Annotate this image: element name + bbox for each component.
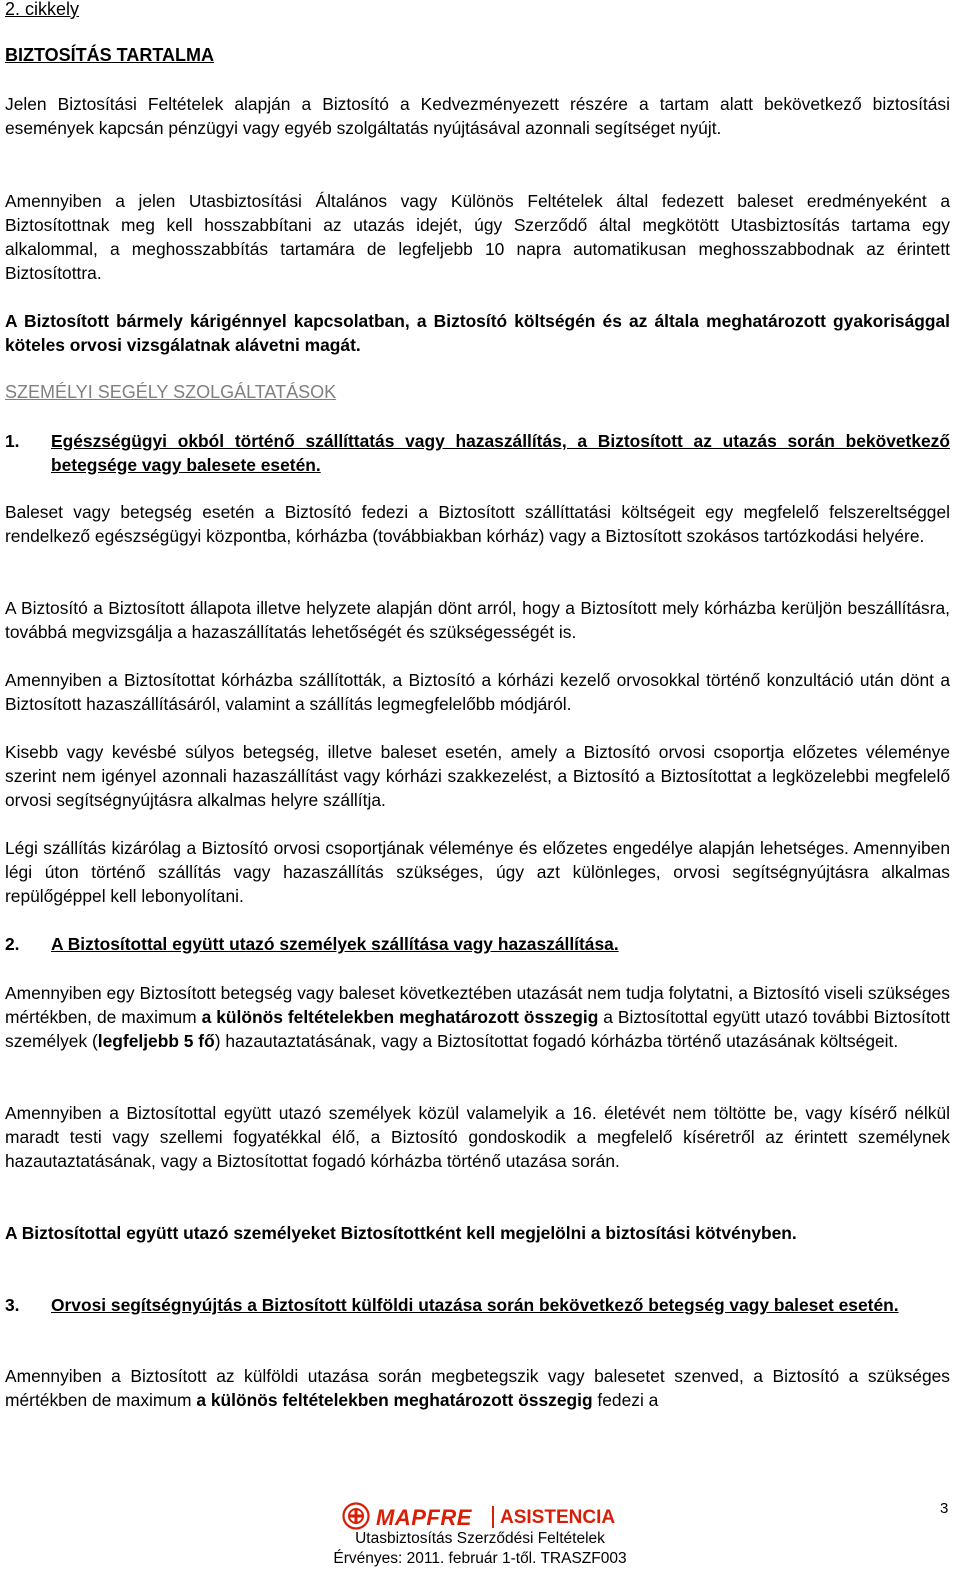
list-item-title-text: Egészségügyi okból történő szállíttatás vagy hazaszállítás, a Biztosított az utazás során bekövetkező betegsége vagy balesete esetén	[51, 431, 950, 475]
paragraph-transport-2	[5, 596, 950, 644]
companion-1-part-a: Amennyiben egy Biztosított betegség vagy baleset következtében utazását nem tudja folytatni, a Biztosító viseli szükséges mértékben, de maximum	[5, 983, 950, 1027]
article-heading: 2. cikkely	[5, 0, 80, 19]
page-title: BIZTOSÍTÁS TARTALMA	[5, 45, 214, 65]
paragraph-companion-2	[5, 1101, 950, 1173]
paragraph-intro-text: Jelen Biztosítási Feltételek alapján a Biztosító a Kedvezményezett részére a tartam alatt bekövetkező biztosítási események kapcsán pénzügyi vagy egyéb szolgáltatás nyújtásával azonnali segítséget nyújt.	[5, 94, 950, 138]
paragraph-transport-2-text: A Biztosító a Biztosított állapota illetve helyzete alapján dönt arról, hogy a Biztosított mely kórházba kerüljön beszállításra, továbbá megvizsgálja a hazaszállítatás lehetőségét és szükségességét is.	[5, 598, 950, 642]
paragraph-transport-3	[5, 668, 950, 716]
brand-subname: ASISTENCIA	[500, 1507, 616, 1528]
list-item	[5, 429, 950, 477]
medical-part-c: fedezi a	[592, 1390, 659, 1410]
page-number: 3	[940, 1500, 949, 1517]
paragraph-companion-1	[5, 981, 950, 1053]
paragraph-transport-4-text: Kisebb vagy kevésbé súlyos betegség, illetve baleset esetén, amely a Biztosító orvosi csoportja előzetes véleménye szerint nem igényel azonnali hazaszállítást vagy kórházi szakkezelést, a Biztosító a Biztosítottat a legközelebbi megfelelő orvosi segítségnyújtásra alkalmas helyre szállítja.	[5, 742, 950, 810]
footer-validity: Érvényes: 2011. február 1-től. TRASZF003	[333, 1550, 627, 1567]
list-item-number: 2.	[5, 934, 20, 954]
paragraph-companion-1-text	[5, 981, 950, 1053]
paragraph-transport-5-text: Légi szállítás kizárólag a Biztosító orvosi csoportjának véleménye és előzetes engedélye alapján lehetséges. Amennyiben légi úton történő szállítás vagy hazaszállítás szükséges, úgy azt különleges, orvosi segítségnyújtásra alkalmas repülőgéppel kell lebonyolítani.	[5, 838, 950, 906]
paragraph-transport-3-text: Amennyiben a Biztosítottat kórházba szállították, a Biztosító a kórházi kezelő orvosokkal történő konzultáció után dönt a Biztosított hazaszállításáról, valamint a szállítás legmegfelelőbb módjáról.	[5, 670, 950, 714]
brand-name: MAPFRE	[376, 1505, 472, 1530]
paragraph-intro	[5, 92, 950, 140]
paragraph-extension	[5, 189, 950, 285]
paragraph-transport-1	[5, 500, 950, 548]
section-heading: SZEMÉLYI SEGÉLY SZOLGÁLTATÁSOK	[5, 382, 337, 402]
paragraph-medical-text	[5, 1364, 950, 1412]
list-item	[5, 1293, 950, 1317]
paragraph-transport-5	[5, 836, 950, 908]
mapfre-emblem-icon	[342, 1502, 370, 1530]
list-item-title-suffix: .	[315, 455, 321, 475]
list-item-title: A Biztosítottal együtt utazó személyek szállítása vagy hazaszállítása.	[51, 934, 619, 954]
footer-doc-title: Utasbiztosítás Szerződési Feltételek	[355, 1530, 605, 1547]
paragraph-companion-2-text: Amennyiben a Biztosítottal együtt utazó személyek közül valamelyik a 16. életévét nem töltötte be, vagy kísérő nélkül maradt testi vagy szellemi fogyatékkal élő, a Biztosító gondoskodik a megfelelő kíséretről az érintett személynek hazautaztatásának, vagy a Biztosítottat fogadó kórházba történő utazása során.	[5, 1103, 950, 1171]
medical-part-b: a különös feltételekben meghatározott összegig	[196, 1390, 593, 1410]
list-item-title	[51, 429, 950, 477]
medical-part-a: Amennyiben a Biztosított az külföldi utazása során megbetegszik vagy balesetet szenved, a Biztosító a szükséges mértékben de maximum	[5, 1366, 950, 1410]
paragraph-medical	[5, 1364, 950, 1412]
paragraph-companion-3-text: A Biztosítottal együtt utazó személyeket Biztosítottként kell megjelölni a biztosítási kötvényben.	[5, 1223, 797, 1243]
paragraph-transport-4	[5, 740, 950, 812]
paragraph-exam-text: A Biztosított bármely kárigénnyel kapcsolatban, a Biztosító költségén és az általa meghatározott gyakorisággal köteles orvosi vizsgálatnak alávetni magát.	[5, 311, 950, 355]
paragraph-companion-3	[5, 1221, 950, 1245]
paragraph-exam	[5, 309, 950, 357]
paragraph-extension-text: Amennyiben a jelen Utasbiztosítási Általános vagy Különös Feltételek által fedezett baleset eredményeként a Biztosítottnak meg kell hosszabbítani az utazás idejét, úgy Szerződő által megkötött Utasbiztosítás tartama egy alkalommal, a meghosszabbítás tartamára de legfeljebb 10 napra automatikusan meghosszabbodnak az érintett Biztosítottra.	[5, 191, 950, 283]
list-item-number: 3.	[5, 1295, 20, 1315]
companion-1-part-b: a különös feltételekben meghatározott összegig	[201, 1007, 599, 1027]
list-item	[5, 932, 950, 956]
paragraph-transport-1-text: Baleset vagy betegség esetén a Biztosító fedezi a Biztosított szállíttatási költségeit egy megfelelő felszereltséggel rendelkező egészségügyi központba, kórházba (továbbiakban kórház) vagy a Biztosított szokásos tartózkodási helyére.	[5, 502, 950, 546]
companion-1-part-e: ) hazautaztatásának, vagy a Biztosítottat fogadó kórházba történő utazásának költségeit.	[214, 1031, 899, 1051]
list-item-title: Orvosi segítségnyújtás a Biztosított külföldi utazása során bekövetkező betegség vagy baleset esetén.	[51, 1295, 899, 1315]
list-item-number: 1.	[5, 431, 20, 451]
mapfre-logo	[342, 1502, 622, 1532]
brand-divider	[492, 1506, 494, 1528]
companion-1-part-c: a Biztosítottal együtt utazó további Biztosított személyek (	[5, 1007, 950, 1051]
companion-1-part-d: legfeljebb 5 fő	[97, 1031, 215, 1051]
